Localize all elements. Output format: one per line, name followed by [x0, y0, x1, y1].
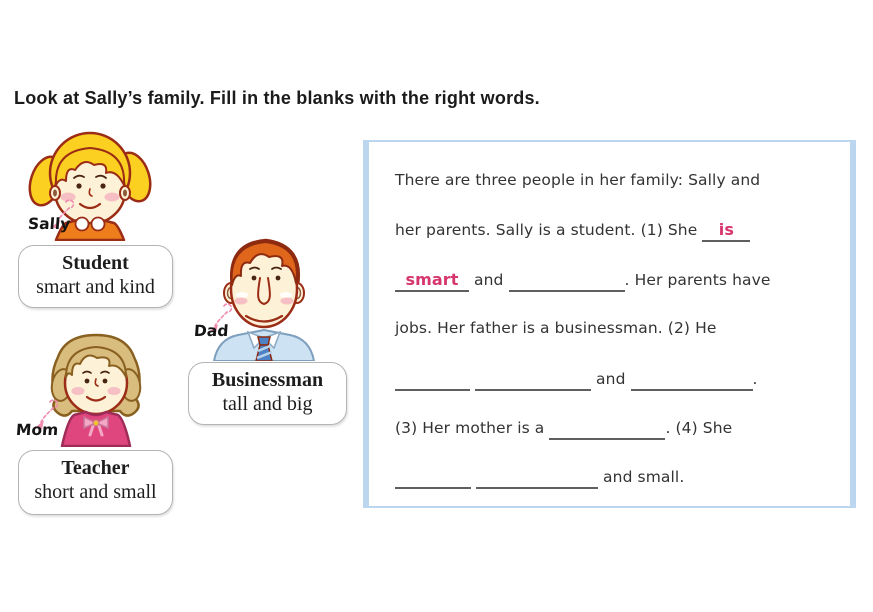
passage-text: (3) Her mother is a	[395, 418, 550, 437]
passage-line	[395, 391, 840, 440]
passage-text: . (4) She	[665, 418, 733, 437]
sally-traits: smart and kind	[36, 276, 155, 298]
mom-name-label: Mom	[15, 421, 59, 439]
mom-traits: short and small	[34, 481, 157, 503]
empty-blank[interactable]	[395, 467, 471, 489]
passage-panel	[363, 140, 856, 508]
dad-illustration	[212, 231, 316, 361]
mom-role: Teacher	[61, 457, 130, 479]
dad-traits: tall and big	[222, 393, 313, 415]
passage-text: and small.	[598, 468, 685, 487]
passage-line	[395, 243, 840, 292]
passage-text: and	[591, 369, 631, 388]
filled-blank[interactable]: smart	[395, 270, 469, 292]
filled-blank[interactable]: is	[702, 220, 750, 242]
sally-name-label: Sally	[27, 215, 71, 233]
passage-line	[395, 440, 840, 489]
dad-role-card	[188, 362, 347, 425]
empty-blank[interactable]	[395, 369, 470, 391]
sally-role-card	[18, 245, 173, 308]
passage-text: her parents. Sally is a student. (1) She	[395, 221, 703, 240]
mom-role-card	[18, 450, 173, 515]
empty-blank[interactable]	[631, 369, 753, 391]
passage-text: There are three people in her family: Sally and	[395, 171, 761, 189]
page-title: Look at Sally’s family. Fill in the blanks with the right words.	[14, 88, 540, 108]
passage-text: . Her parents have	[624, 270, 771, 289]
passage-line	[395, 342, 840, 391]
empty-blank[interactable]	[475, 369, 591, 391]
passage-line	[395, 193, 840, 242]
passage-text: jobs. Her father is a businessman. (2) He	[395, 319, 717, 338]
dad-name-label: Dad	[193, 322, 230, 340]
empty-blank[interactable]	[509, 270, 625, 292]
sally-role: Student	[62, 252, 129, 274]
passage-line	[395, 292, 840, 341]
dad-role: Businessman	[211, 369, 324, 391]
empty-blank[interactable]	[476, 467, 598, 489]
passage-text: and	[469, 270, 509, 289]
empty-blank[interactable]	[549, 418, 665, 440]
passage-line	[395, 144, 840, 193]
passage-text: .	[752, 369, 758, 388]
